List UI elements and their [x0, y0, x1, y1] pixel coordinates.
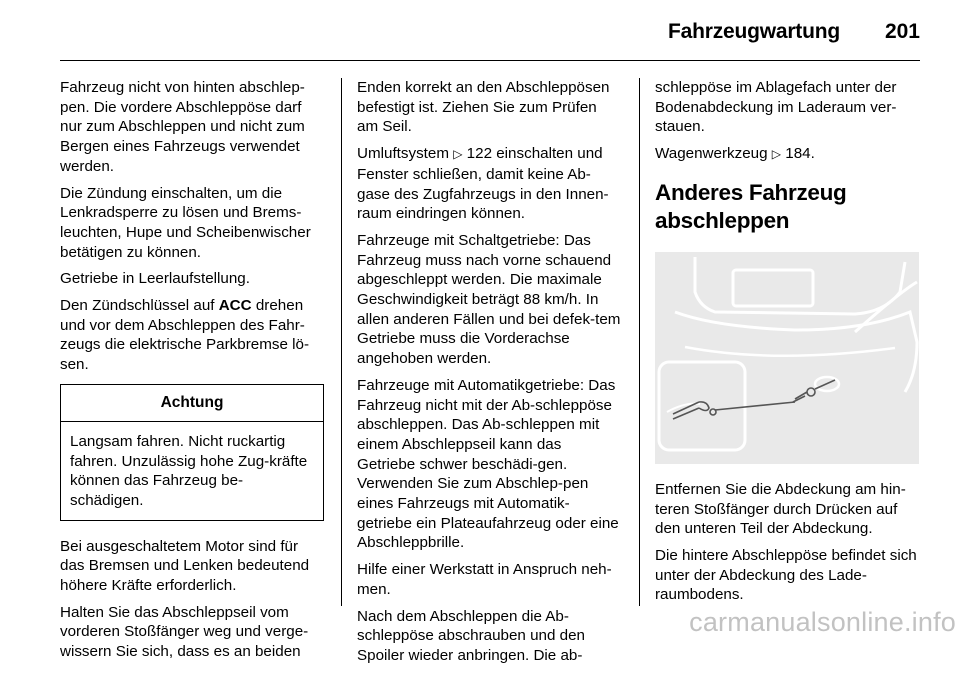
- page-reference-arrow-icon[interactable]: ▷: [771, 147, 782, 162]
- section-title: Fahrzeugwartung: [667, 20, 840, 43]
- acc-key-position: ACC: [218, 297, 252, 315]
- page-number: 201: [884, 20, 920, 43]
- paragraph: Die hintere Abschleppöse befindet sich unter der Abdeckung des Lade-raumbodens.: [655, 546, 917, 604]
- paragraph: Fahrzeuge mit Automatikgetriebe: Das Fahrzeug nicht mit der Ab-schleppöse abschleppen. Das Ab-schleppen mit einem Abschleppseil kann das Getriebe schwer beschädi-gen. Verwenden Sie zum Abschlep-pen eines Fahrzeugs mit Automatik-getriebe ein Plateaufahrzeug oder eine Abschleppbrille.: [357, 376, 619, 552]
- warning-text: Langsam fahren. Nicht ruckartig fahren. Unzulässig hohe Zug-kräfte können das Fahrzeug be-schädigen.: [70, 432, 308, 509]
- paragraph-text: Umluftsystem: [357, 145, 454, 163]
- paragraph-text: einschalten und Fenster schließen, damit keine Ab-gase des Zugfahrzeugs in den Innen-raum eindringen können.: [357, 145, 609, 223]
- watermark: carmanualsonline.info: [689, 607, 956, 637]
- text-column-2: [357, 78, 621, 673]
- paragraph: Bei ausgeschaltetem Motor sind für das Bremsen und Lenken bedeutend höhere Kräfte erforderlich.: [60, 537, 310, 595]
- rear-bumper-illustration: [655, 252, 919, 464]
- page-reference[interactable]: 122: [466, 145, 493, 163]
- section-heading: Anderes Fahrzeug abschleppen: [655, 179, 847, 233]
- paragraph: Fahrzeuge mit Schaltgetriebe: Das Fahrzeug muss nach vorne schauend abgeschleppt werden. Die maximale Geschwindigkeit beträgt 88 km/h. In allen anderen Fällen und bei defek-tem Getriebe muss die Vorderachse angehoben werden.: [357, 231, 621, 368]
- paragraph: schleppöse im Ablagefach unter der Bodenabdeckung im Laderaum ver-stauen.: [655, 79, 897, 136]
- paragraph-text: Wagenwerkzeug: [655, 145, 772, 163]
- paragraph: [357, 144, 621, 224]
- page-reference-arrow-icon[interactable]: ▷: [453, 147, 463, 162]
- paragraph: Halten Sie das Abschleppseil vom vorderen Stoßfänger weg und verge-wissern Sie sich, dass es an beiden: [60, 603, 309, 661]
- header-divider: [60, 60, 920, 61]
- page-reference[interactable]: 184: [785, 145, 811, 163]
- page-header: [0, 0, 960, 62]
- paragraph-text: drehen und vor dem Abschleppen des Fahr-zeugs die elektrische Parkbremse lö-sen.: [60, 297, 310, 374]
- column-divider-1: [341, 78, 342, 606]
- paragraph: Die Zündung einschalten, um die Lenkradsperre zu lösen und Brems-leuchten, Hupe und Scheibenwischer betätigen zu können.: [60, 184, 311, 261]
- paragraph: Nach dem Abschleppen die Ab-schleppöse abschrauben und den Spoiler wieder anbringen. Die ab-: [357, 607, 585, 664]
- warning-box: [60, 384, 324, 521]
- paragraph-text: Den Zündschlüssel auf: [60, 297, 219, 315]
- paragraph: Fahrzeug nicht von hinten abschlep-pen. Die vordere Abschleppöse darf nur zum Abschleppen und nicht zum Bergen eines Fahrzeugs verwendet werden.: [60, 79, 305, 175]
- paragraph: [60, 296, 324, 375]
- bumper-drawing: [655, 252, 919, 464]
- warning-title: Achtung: [61, 385, 323, 422]
- text-column-1: [60, 78, 324, 669]
- text-column-3: [655, 78, 919, 612]
- paragraph: Enden korrekt an den Abschleppösen befestigt ist. Ziehen Sie zum Prüfen am Seil.: [357, 79, 610, 136]
- paragraph: Getriebe in Leerlaufstellung.: [60, 270, 250, 288]
- paragraph-text: .: [810, 145, 815, 163]
- paragraph: [655, 144, 919, 165]
- paragraph: Hilfe einer Werkstatt in Anspruch neh-men.: [357, 561, 612, 598]
- paragraph: Entfernen Sie die Abdeckung am hin-teren Stoßfänger durch Drücken auf den unteren Teil der Abdeckung.: [655, 480, 906, 538]
- column-divider-2: [639, 78, 640, 606]
